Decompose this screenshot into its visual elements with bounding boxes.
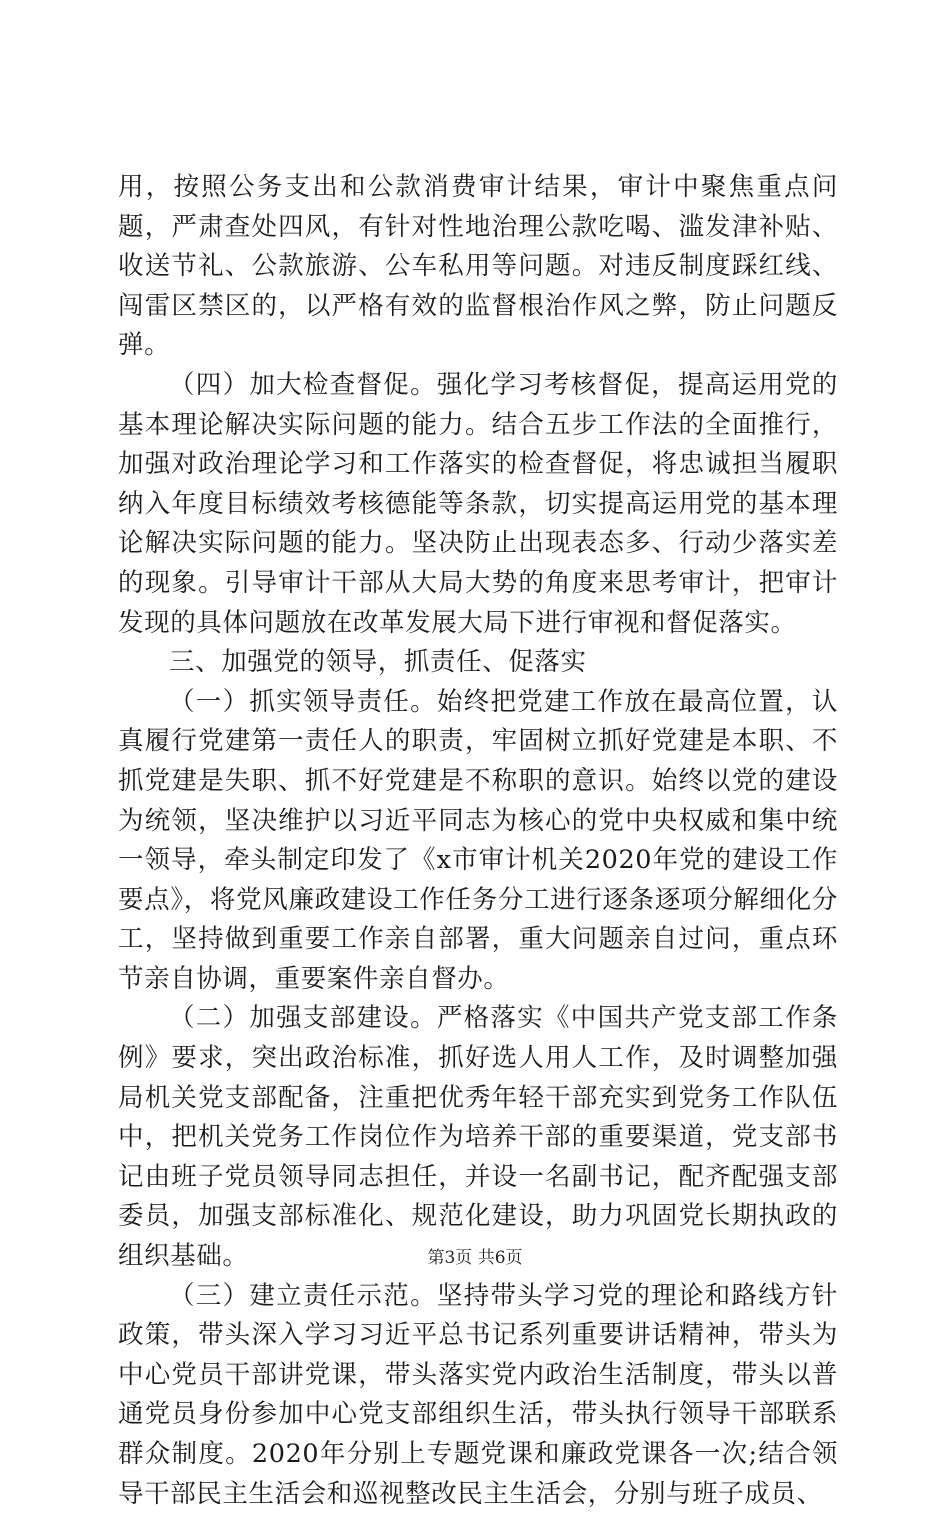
document-body	[118, 168, 838, 1514]
paragraph-continuation: 用，按照公务支出和公款消费审计结果，审计中聚焦重点问题，严肃查处四风，有针对性地治理公款吃喝、滥发津补贴、收送节礼、公款旅游、公车私用等问题。对违反制度踩红线、闯雷区禁区的，以严格有效的监督根治作风之弊，防止问题反弹。	[118, 172, 838, 361]
paragraph-subsection-2: （二）加强支部建设。严格落实《中国共产党支部工作条例》要求，突出政治标准，抓好选人用人工作，及时调整加强局机关党支部配备，注重把优秀年轻干部充实到党务工作队伍中，把机关党务工作岗位作为培养干部的重要渠道，党支部书记由班子党员领导同志担任，并设一名副书记，配齐配强支部委员，加强支部标准化、规范化建设，助力巩固党长期执政的组织基础。	[118, 1003, 838, 1272]
paragraph-section-4: （四）加大检查督促。强化学习考核督促，提高运用党的基本理论解决实际问题的能力。结合五步工作法的全面推行，加强对政治理论学习和工作落实的检查督促，将忠诚担当履职纳入年度目标绩效考核德能等条款，切实提高运用党的基本理论解决实际问题的能力。坚决防止出现表态多、行动少落实差的现象。引导审计干部从大局大势的角度来思考审计，把审计发现的具体问题放在改革发展大局下进行审视和督促落实。	[118, 369, 838, 638]
paragraph-subsection-3: （三）建立责任示范。坚持带头学习党的理论和路线方针政策，带头深入学习习近平总书记系列重要讲话精神，带头为中心党员干部讲党课，带头落实党内政治生活制度，带头以普通党员身份参加中心党支部组织生活，带头执行领导干部联系群众制度。2020年分别上专题党课和廉政党课各一次;结合领导干部民主生活会和巡视整改民主生活会，分别与班子成员、	[118, 1280, 838, 1509]
section-heading-3: 三、加强党的领导，抓责任、促落实	[169, 647, 587, 678]
page-footer: 第3页 共6页	[427, 1248, 523, 1268]
paragraph-subsection-1: （一）抓实领导责任。始终把党建工作放在最高位置，认真履行党建第一责任人的职责，牢固树立抓好党建是本职、不抓党建是失职、抓不好党建是不称职的意识。始终以党的建设为统领，坚决维护以习近平同志为核心的党中央权威和集中统一领导，牵头制定印发了《x市审计机关2020年党的建设工作要点》，将党风廉政建设工作任务分工进行逐条逐项分解细化分工，坚持做到重要工作亲自部署，重大问题亲自过问，重点环节亲自协调，重要案件亲自督办。	[118, 686, 838, 994]
